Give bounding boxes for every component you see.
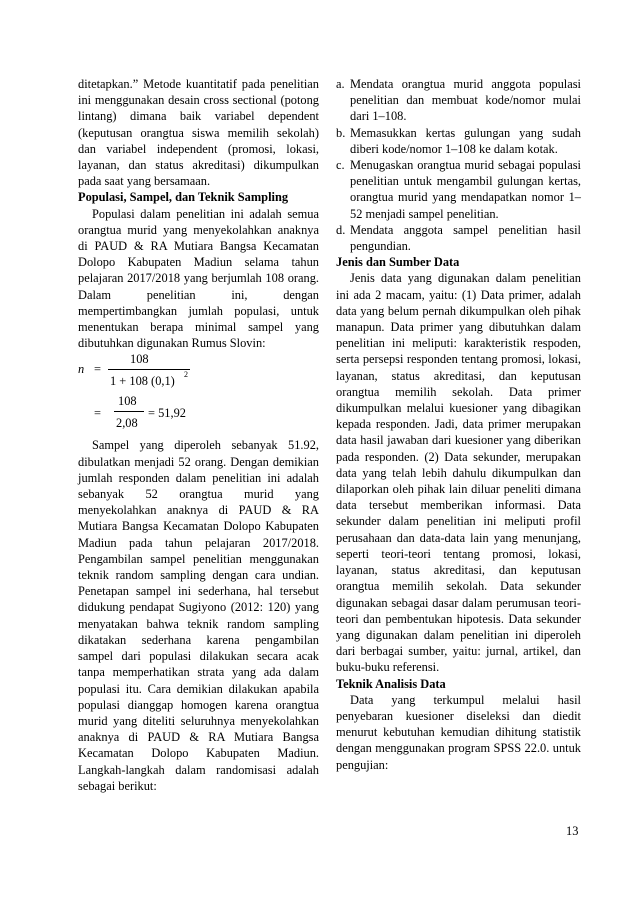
page-number: 13 xyxy=(566,824,579,838)
list-item: d. Mendata anggota sampel penelitian hasil pengundian. xyxy=(336,222,581,254)
heading-population: Populasi, Sampel, dan Teknik Sampling xyxy=(78,190,289,205)
fraction-bar-2 xyxy=(114,411,144,412)
paragraph-sample: Sampel yang diperoleh sebanyak 51.92, dibulatkan menjadi 52 orang. Dengan demikian jumlah responden dalam penelitian ini adalah sebanyak 52 orangtua murid yang menyekolahkan anaknya di PAUD & RA Mutiara Bangsa Kecamatan Dolopo Kabupaten Madiun pada tahun pelajaran 2017/2018. Pengambilan sampel penelitian menggunakan teknik random sampling dengan cara undian. Penetapan sampel ini sederhana, hal tersebut didukung pendapat Sugiyono (2012: 120) yang menyatakan bahwa teknik random sampling dikatakan sederhana karena pengambilan sampel dari populasi dilakukan secara acak tanpa memperhatikan strata yang ada dalam populasi itu. Cara demikian dilakukan apabila populasi dianggap homogen karena orangtua murid yang diteliti seluruhnya menyekolahkan anaknya di PAUD & RA Mutiara Bangsa Kecamatan Dolopo Kabupaten Madiun. Langkah-langkah dalam randomisasi adalah sebagai berikut: xyxy=(78,438,319,793)
slovin-formula xyxy=(78,351,319,437)
formula-result: = 51,92 xyxy=(148,406,186,421)
fraction-bar-1 xyxy=(108,369,190,370)
heading-data-sources: Jenis dan Sumber Data xyxy=(336,255,460,270)
formula-numerator-2: 108 xyxy=(118,394,137,409)
formula-n: n xyxy=(78,362,85,377)
heading-analysis: Teknik Analisis Data xyxy=(336,676,446,691)
formula-equals-1: = xyxy=(94,362,101,377)
paragraph-data-sources: Jenis data yang digunakan dalam penelitian ini ada 2 macam, yaitu: (1) Data primer, adalah data yang belum pernah dikumpulkan oleh pihak manapun. Data primer yang dibutuhkan dalam penelitian ini meliputi: karakteristik respoden, serta persepsi responden tentang promosi, lokasi, layanan, status akreditasi, dan keputusan orangtua memilih sekolah. Data primer dikumpulkan melalui kuesioner yang dibagikan kepada responden. Jadi, data primer merupakan data hasil jawaban dari kuesioner yang diberikan pada responden. (2) Data sekunder, merupakan data yang telah lebih dahulu dikumpulkan dan dilaporkan oleh pihak lain diluar peneliti dimana data tersebut memberikan informasi. Data sekunder dalam penelitian ini meliputi profil perusahaan dan data-data lain yang menunjang, seperti teori-teori tentang promosi, lokasi, layanan, status akreditasi, dan keputusan orangtua memilih sekolah. Data sekunder digunakan sebagai dasar dalam perumusan teori-teori dan pembentukan hipotesis. Data sekunder yang digunakan dalam penelitian ini diperoleh dari berbagai sumber, yaitu: jurnal, artikel, dan buku-buku referensi. xyxy=(336,271,581,675)
left-column xyxy=(78,76,319,794)
list-item: b. Memasukkan kertas gulungan yang sudah diberi kode/nomor 1–108 ke dalam kotak. xyxy=(336,125,581,156)
formula-denominator-2: 2,08 xyxy=(116,416,138,431)
formula-numerator-1: 108 xyxy=(130,352,149,367)
paragraph-method: ditetapkan.” Metode kuantitatif pada penelitian ini menggunakan desain cross sectional (potong lintang) dimana baik variabel dependent (keputusan orangtua siswa memilih sekolah) dan variabel independent (promosi, lokasi, layanan, dan status akreditasi) dikumpulkan pada saat yang bersamaan. xyxy=(78,77,319,189)
formula-exponent: 2 xyxy=(184,370,188,380)
paragraph-population: Populasi dalam penelitian ini adalah semua orangtua murid yang menyekolahkan anaknya di PAUD & RA Mutiara Bangsa Kecamatan Dolopo Kabupaten Madiun selama tahun pelajaran 2017/2018 yang berjumlah 108 orang. Dalam penelitian ini, dengan mempertimbangkan jumlah populasi, untuk menentukan berapa minimal sampel yang dibutuhkan digunakan Rumus Slovin: xyxy=(78,206,319,351)
paragraph-analysis: Data yang terkumpul melalui hasil penyebaran kuesioner diseleksi dan diedit menurut kebutuhan kemudian dihitung statistik dengan menggunakan program SPSS 22.0. untuk pengujian: xyxy=(336,692,581,772)
formula-denominator-1: 1 + 108 (0,1) xyxy=(110,374,175,389)
list-item: a. Mendata orangtua murid anggota populasi penelitian dan membuat kode/nomor mulai dari 1–108. xyxy=(336,77,581,124)
formula-equals-2: = xyxy=(94,406,101,421)
list-item: c. Menugaskan orangtua murid sebagai populasi penelitian untuk mengambil gulungan kertas, orangtua murid yang mendapatkan nomor 1–52 menjadi sampel penelitian. xyxy=(336,158,581,221)
randomization-steps xyxy=(336,76,581,254)
right-column xyxy=(336,76,581,773)
